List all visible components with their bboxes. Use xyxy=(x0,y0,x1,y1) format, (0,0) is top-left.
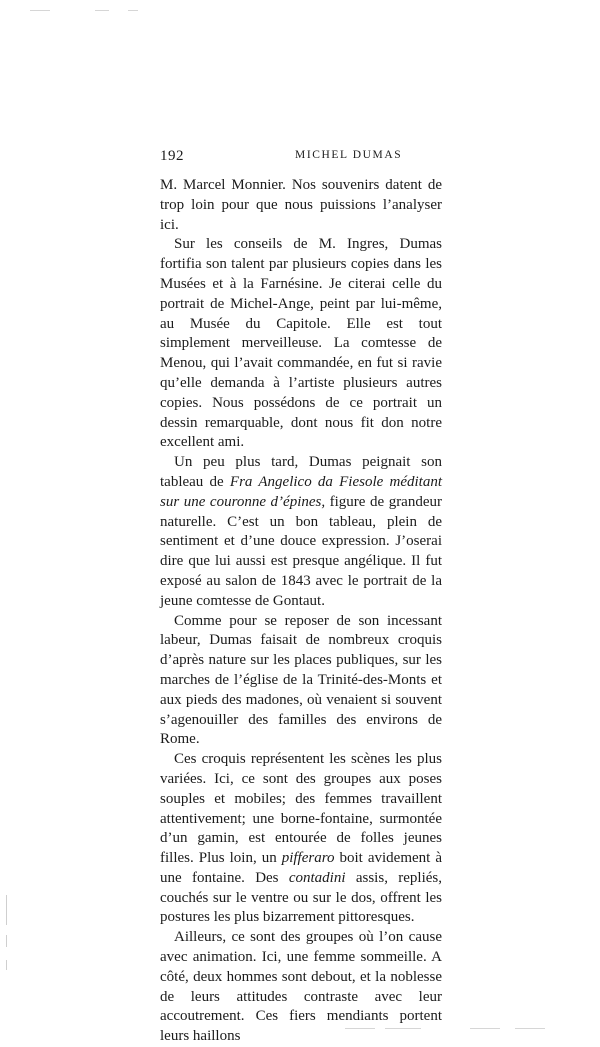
body-text xyxy=(160,176,442,1047)
italic-text: pifferaro xyxy=(281,850,335,867)
running-head xyxy=(160,148,442,168)
page-number: 192 xyxy=(160,148,184,164)
italic-text: contadini xyxy=(288,869,346,886)
scan-artifact-top xyxy=(30,10,50,11)
scan-artifact-top xyxy=(128,10,138,11)
paragraph-text: boit avidement à une fontaine. Des xyxy=(160,850,442,886)
paragraph xyxy=(160,176,442,235)
paragraph xyxy=(160,235,442,453)
paragraph-text: M. Marcel Monnier. Nos souvenirs datent de trop loin pour que nous puissions l’analyser ici. xyxy=(160,177,442,233)
scan-artifact-edge xyxy=(6,935,7,947)
paragraph-text: Un peu plus tard, Dumas peignait son tableau de xyxy=(160,454,442,490)
italic-text: Fra Angelico da Fiesole méditant sur une couronne d’épines, xyxy=(160,473,443,510)
scan-artifact-top xyxy=(95,10,109,11)
paragraph-text: Sur les conseils de M. Ingres, Dumas fortifia son talent par plusieurs copies dans les Musées et à la Farnésine. Je citerai celle du portrait de Michel-Ange, peint par lui-même, au Musée du Capitole. Elle est tout simplement merveilleuse. La comtesse de Menou, qui l’avait commandée, en fut si ravie qu’elle demanda à l’artiste plusieurs autres copies. Nous possédons de ce portrait un dessin remarquable, dont nous fit don notre excellent ami. xyxy=(160,236,442,451)
scan-artifact-bottom xyxy=(515,1028,545,1029)
paragraph xyxy=(160,612,442,751)
paragraph-text: figure de grandeur naturelle. C’est un bon tableau, plein de sentiment et d’une douce expression. J’oserai dire que lui aussi est presque angélique. Il fut exposé au salon de 1843 avec le portrait de la jeune comtesse de Gontaut. xyxy=(160,493,442,609)
paragraph xyxy=(160,453,442,611)
paragraph-text: Comme pour se reposer de son incessant labeur, Dumas faisait de nombreux croquis d’après nature sur les places publiques, sur les marches de l’église de la Trinité-des-Monts et aux pieds des madones, où venaient si souvent s’agenouiller des familles des environs de Rome. xyxy=(160,612,442,748)
paragraph xyxy=(160,750,442,928)
running-title: MICHEL DUMAS xyxy=(295,149,403,161)
paragraph-text: assis, repliés, couchés sur le ventre ou sur le dos, offrent les postures les plus bizarrement pittoresques. xyxy=(160,869,442,926)
paragraph-text: Ces croquis représentent les scènes les plus variées. Ici, ce sont des groupes aux poses souples et mobiles; des femmes travaillent attentivement; une borne-fontaine, surmontée d’un gamin, est entourée de folles jeunes filles. Plus loin, un xyxy=(160,751,442,867)
paragraph-text: Ailleurs, ce sont des groupes où l’on cause avec animation. Ici, une femme sommeille. A côté, deux hommes sont debout, et la noblesse de leurs attitudes contraste avec leur accoutrement. Ces fiers mendiants portent leurs haillons xyxy=(160,929,442,1045)
scan-artifact-edge xyxy=(6,960,7,970)
scan-artifact-bottom xyxy=(470,1028,500,1029)
paragraph xyxy=(160,928,442,1047)
scan-artifact-edge xyxy=(6,895,7,925)
